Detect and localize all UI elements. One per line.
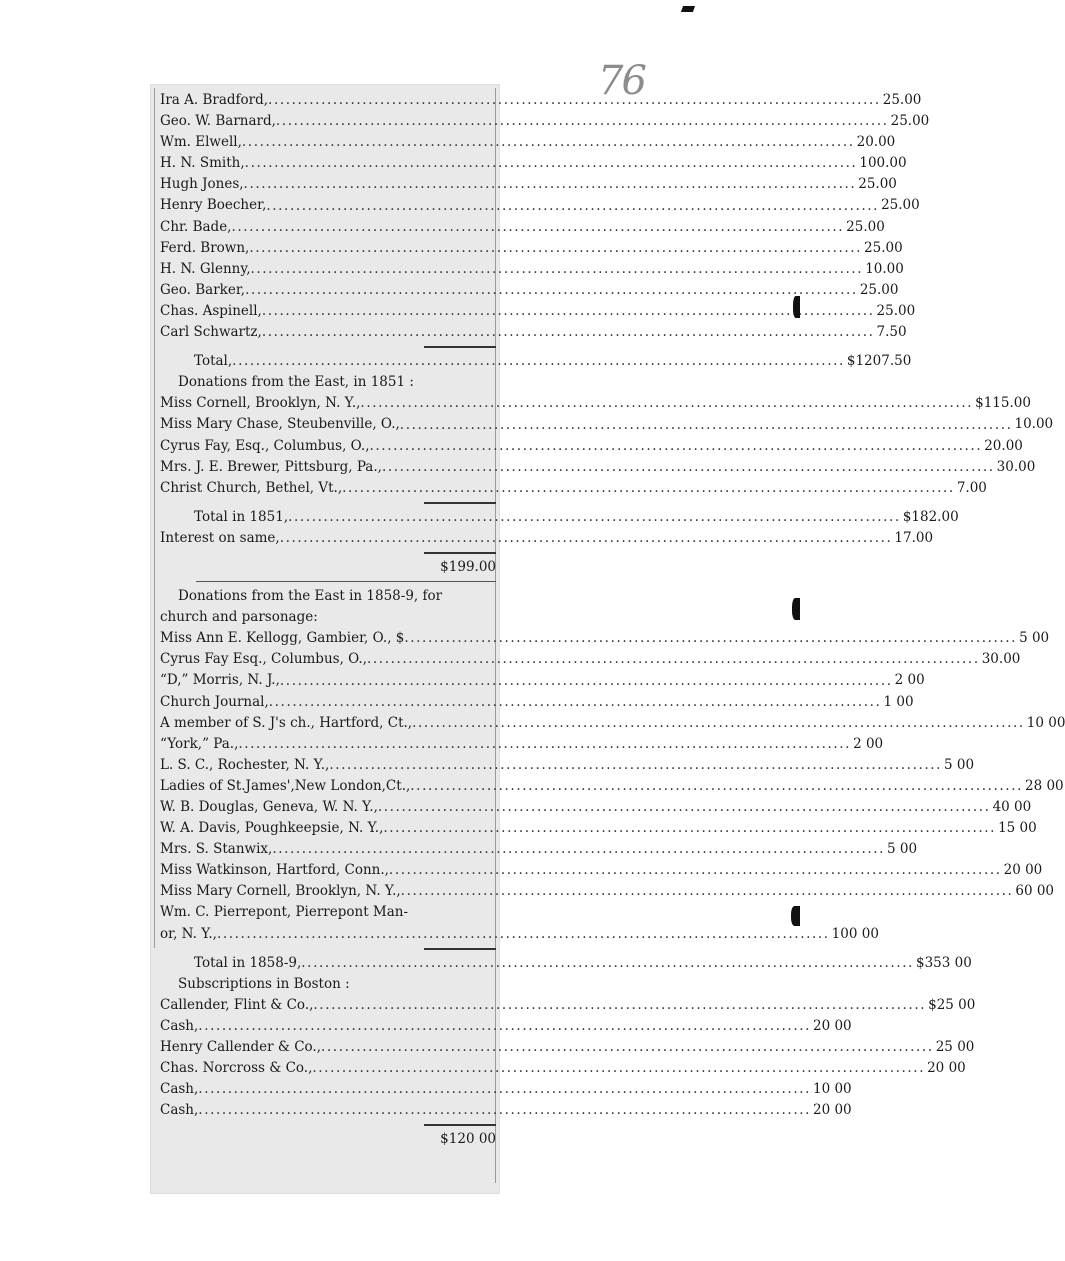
- column-rule-left: [154, 88, 155, 948]
- ledger-entry: [160, 995, 976, 1016]
- ledger-entry: [160, 649, 1021, 670]
- ledger-entry: [160, 195, 920, 216]
- entry-amount: 20 00: [813, 1017, 852, 1034]
- entry-amount: 20.00: [984, 437, 1023, 454]
- rule: [160, 343, 496, 351]
- entry-amount: 5 00: [944, 756, 975, 773]
- pierrepont-line-1: Wm. C. Pierrepont, Pierrepont Man-: [160, 904, 409, 921]
- ledger-entry: [160, 692, 914, 713]
- ledger-entry: [160, 322, 907, 343]
- ledger-entry: [160, 734, 884, 755]
- entry-amount: $25 00: [928, 996, 976, 1013]
- ledger-entry: [160, 301, 916, 322]
- ledger-column: [160, 90, 1065, 1151]
- entry-amount: 5 00: [887, 841, 918, 858]
- ledger-entry: [160, 174, 897, 195]
- entry-amount: 25.00: [864, 239, 903, 256]
- ledger-entry: [160, 860, 1043, 881]
- ledger-entry: [160, 818, 1037, 839]
- entry-amount: 7.50: [876, 324, 907, 341]
- entry-amount: 25 00: [935, 1039, 975, 1056]
- group1851-list: [160, 393, 1054, 498]
- entry-name: W. A. Davis, Poughkeepsie, N. Y.,: [160, 820, 384, 837]
- entry-name: Cash,: [160, 1017, 199, 1034]
- ledger-entry: [160, 628, 1050, 649]
- entry-name: Ferd. Brown,: [160, 239, 250, 256]
- entry-name: Miss Mary Chase, Steubenville, O.,: [160, 416, 400, 433]
- entry-name: Geo. W. Barnard,: [160, 113, 276, 130]
- entry-amount: 20.00: [856, 134, 896, 151]
- entry-name: H. N. Smith,: [160, 155, 245, 172]
- entry-name: Ladies of St.James',New London,Ct.,: [160, 777, 411, 794]
- ledger-entry: [160, 457, 1036, 478]
- entry-amount: 15 00: [998, 820, 1037, 837]
- total-1851-row: [160, 507, 959, 528]
- rule: [160, 945, 496, 953]
- entry-name: Wm. Elwell,: [160, 134, 242, 151]
- entry-name: Cyrus Fay, Esq., Columbus, O.,: [160, 437, 370, 454]
- scan-mark-right-1: [793, 296, 800, 318]
- entry-name: Chas. Aspinell,: [160, 302, 262, 319]
- ledger-entry: [160, 1079, 852, 1100]
- total-amount: $353 00: [915, 954, 972, 971]
- entry-amount: 10 00: [1026, 714, 1065, 731]
- entry-amount: 10.00: [865, 260, 904, 277]
- entry-name: Henry Callender & Co.,: [160, 1039, 322, 1056]
- entry-name: Henry Boecher,: [160, 197, 267, 214]
- entry-amount: 100.00: [859, 155, 907, 172]
- entry-amount: 40 00: [992, 799, 1032, 815]
- entry-amount: 20 00: [927, 1060, 966, 1077]
- ledger-entry: [160, 670, 925, 691]
- entry-name: Miss Ann E. Kellogg, Gambier, O., $: [160, 630, 405, 647]
- sum-1851: $199.00: [440, 558, 496, 575]
- entry-amount: 30.00: [981, 651, 1021, 668]
- entry-name: Cash,: [160, 1081, 199, 1098]
- rule: [160, 499, 496, 507]
- entry-name: Ira A. Bradford,: [160, 92, 269, 108]
- entry-name: Miss Cornell, Brooklyn, N. Y.,: [160, 395, 361, 412]
- ledger-entry: [160, 881, 1055, 902]
- group-boston-list: [160, 995, 976, 1122]
- pierrepont-line-2: [160, 924, 879, 945]
- entry-amount: 20 00: [1003, 862, 1043, 879]
- scan-mark-top: [681, 6, 695, 12]
- entry-amount: 25.00: [858, 176, 897, 193]
- entry-name: Hugh Jones,: [160, 176, 244, 193]
- total-label: Total in 1858-9,: [194, 954, 302, 971]
- interest-label: Interest on same,: [160, 529, 280, 546]
- page-number: 76: [598, 58, 645, 104]
- entry-name: H. N. Glenny,: [160, 260, 251, 277]
- entry-name: Mrs. J. E. Brewer, Pittsburg, Pa.,: [160, 458, 382, 475]
- entry-amount: 28 00: [1024, 777, 1064, 794]
- entry-name: L. S. C., Rochester, N. Y.,: [160, 756, 330, 773]
- entry-amount: 25.00: [859, 281, 899, 298]
- interest-amount: 17.00: [894, 529, 934, 546]
- entry-amount: 25.00: [846, 218, 885, 235]
- ledger-entry: [160, 132, 896, 153]
- entry-amount: 25.00: [881, 197, 920, 214]
- ledger-entry: [160, 414, 1054, 435]
- ledger-entry: [160, 797, 1032, 818]
- entry-amount: 30.00: [996, 458, 1036, 475]
- ledger-entry: [160, 153, 907, 174]
- entry-amount: 60 00: [1015, 883, 1055, 900]
- entry-name: Mrs. S. Stanwix,: [160, 841, 273, 858]
- entry-name: Geo. Barker,: [160, 281, 246, 298]
- entry-amount: 100 00: [831, 925, 879, 942]
- ledger-entry: [160, 776, 1064, 797]
- ledger-entry: [160, 839, 918, 860]
- entry-name: Cyrus Fay Esq., Columbus, O.,: [160, 651, 368, 668]
- entry-amount: 10.00: [1014, 416, 1054, 433]
- entry-name: Miss Mary Cornell, Brooklyn, N. Y.,: [160, 883, 401, 900]
- entry-name: Miss Watkinson, Hartford, Conn.,: [160, 862, 389, 879]
- ledger-entry: [160, 90, 922, 111]
- entry-name: Cash,: [160, 1102, 199, 1119]
- ledger-entry: [160, 393, 1031, 414]
- entry-name: Chas. Norcross & Co.,: [160, 1060, 313, 1077]
- group1-list: [160, 90, 930, 343]
- section-heading-boston: Subscriptions in Boston :: [178, 975, 350, 992]
- ledger-entry: [160, 1016, 852, 1037]
- entry-name: “York,” Pa.,: [160, 735, 239, 752]
- ledger-entry: [160, 713, 1065, 734]
- entry-name: or, N. Y.,: [160, 925, 217, 942]
- entry-amount: 10 00: [813, 1081, 852, 1098]
- entry-amount: 25.00: [876, 302, 916, 319]
- entry-name: Christ Church, Bethel, Vt.,: [160, 479, 343, 496]
- ledger-entry: [160, 755, 975, 776]
- total-amount: $182.00: [902, 508, 959, 525]
- entry-name: Chr. Bade,: [160, 218, 232, 235]
- total-1858-row: [160, 953, 972, 974]
- ledger-entry: [160, 1100, 852, 1121]
- ledger-entry: [160, 1037, 975, 1058]
- section-heading-1858: Donations from the East in 1858-9, for: [178, 588, 443, 605]
- interest-row: [160, 528, 934, 549]
- entry-amount: 7.00: [956, 479, 987, 496]
- ledger-entry: [160, 436, 1023, 457]
- total-row: [160, 351, 912, 372]
- entry-amount: 25.00: [882, 92, 922, 108]
- entry-amount: 25.00: [890, 113, 930, 130]
- ledger-entry: [160, 280, 899, 301]
- entry-amount: 2 00: [853, 735, 884, 752]
- entry-name: Callender, Flint & Co.,: [160, 996, 314, 1013]
- ledger-entry: [160, 217, 885, 238]
- section-heading-1851: Donations from the East, in 1851 :: [178, 374, 414, 391]
- entry-amount: 2 00: [894, 672, 925, 689]
- ledger-entry: [160, 238, 903, 259]
- entry-amount: 1 00: [883, 693, 914, 710]
- entry-amount: 20 00: [813, 1102, 852, 1119]
- section-heading-1858-continued: church and parsonage:: [160, 609, 318, 626]
- sum-boston: $120 00: [440, 1131, 496, 1148]
- ledger-entry: [160, 1058, 966, 1079]
- group1858-list: [160, 628, 1065, 902]
- entry-name: A member of S. J's ch., Hartford, Ct.,: [160, 714, 413, 731]
- scan-mark-right-3: [791, 906, 800, 926]
- entry-name: Church Journal,: [160, 693, 269, 710]
- entry-name: “D,” Morris, N. J.,: [160, 672, 280, 689]
- total-amount: $1207.50: [846, 353, 912, 370]
- total-label: Total,: [194, 353, 233, 370]
- section-divider: [160, 578, 496, 586]
- ledger-entry: [160, 259, 904, 280]
- rule: [160, 549, 496, 557]
- entry-name: W. B. Douglas, Geneva, W. N. Y.,: [160, 799, 378, 815]
- rule: [160, 1121, 496, 1129]
- ledger-entry: [160, 111, 930, 132]
- ledger-entry: [160, 478, 987, 499]
- entry-amount: $115.00: [975, 395, 1031, 412]
- entry-amount: 5 00: [1019, 630, 1050, 647]
- entry-name: Carl Schwartz,: [160, 324, 262, 341]
- total-label: Total in 1851,: [194, 508, 289, 525]
- scan-mark-right-2: [792, 598, 800, 620]
